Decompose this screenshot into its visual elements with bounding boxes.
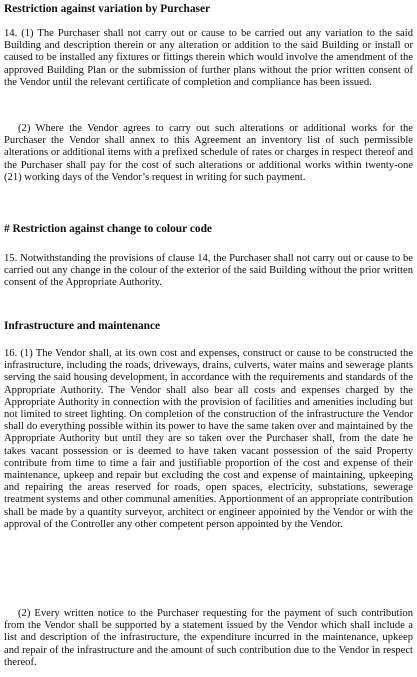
clause-14-1: 14. (1) The Purchaser shall not carry out or cause to be carried out any variation to the said Building and description therein or any alteration or addition to the said Building or install or caused to be installed any fixtures or fittings therein which would involve the amendment of the approved Building Plan or the submission of further plans without the prior written consent of the Vendor until the relevant certificate of completion and compliance has been issued. [4,28,413,88]
clause-14-2: (2) Where the Vendor agrees to carry out such alterations or additional works for the Purchaser the Vendor shall annex to this Agreement an inventory list of such permissible alterations or additional items with a prefixed schedule of rates or charges in respect thereof and the Purchaser shall pay for the cost of such alterations or additional works within twenty-one (21) working days of the Vendor’s request in writing for such payment. [4,123,413,183]
section-heading-infrastructure: Infrastructure and maintenance [4,320,161,332]
section-heading-colour-code: # Restriction against change to colour code [4,223,212,235]
clause-16-2: (2) Every written notice to the Purchaser requesting for the payment of such contribution from the Vendor shall be supported by a statement issued by the Vendor which shall include a list and description of the infrastructure, the expenditure incurred in the maintenance, upkeep and repair of the infrastructure and the amount of such contribution due to the Vendor in respect thereof. [4,608,413,668]
clause-16-1: 16. (1) The Vendor shall, at its own cost and expenses, construct or cause to be constructed the infrastructure, including the roads, driveways, drains, culverts, water mains and sewerage plants serving the said housing development, in accordance with the requirements and standards of the Appropriate Authority. The Vendor shall also bear all costs and expenses charged by the Appropriate Authority in connection with the provision of facilities and amenities including but not limited to street lighting. On completion of the construction of the infrastructure the Vendor shall do everything possible within its power to have the same taken over and maintained by the Appropriate Authority but until they are so taken over the Purchaser shall, from the date he takes vacant possession or is deemed to have taken vacant possession of the said Property contribute from time to time a fair and justifiable proportion of the cost and expense of their maintenance, upkeep and repair but excluding the cost and expense of maintaining, upkeeping and repairing the areas reserved for roads, open spaces, electricity, substations, sewerage treatment systems and other communal amenities. Apportionment of an appropriate contribution shall be made by a quantity surveyor, architect or engineer appointed by the Vendor or with the approval of the Controller any other competent person appointed by the Vendor. [4,348,413,530]
section-heading-variation: Restriction against variation by Purchaser [4,3,211,15]
clause-15: 15. Notwithstanding the provisions of clause 14, the Purchaser shall not carry out or cause to be carried out any change in the colour of the exterior of the said Building without the prior written consent of the Appropriate Authority. [4,253,413,289]
